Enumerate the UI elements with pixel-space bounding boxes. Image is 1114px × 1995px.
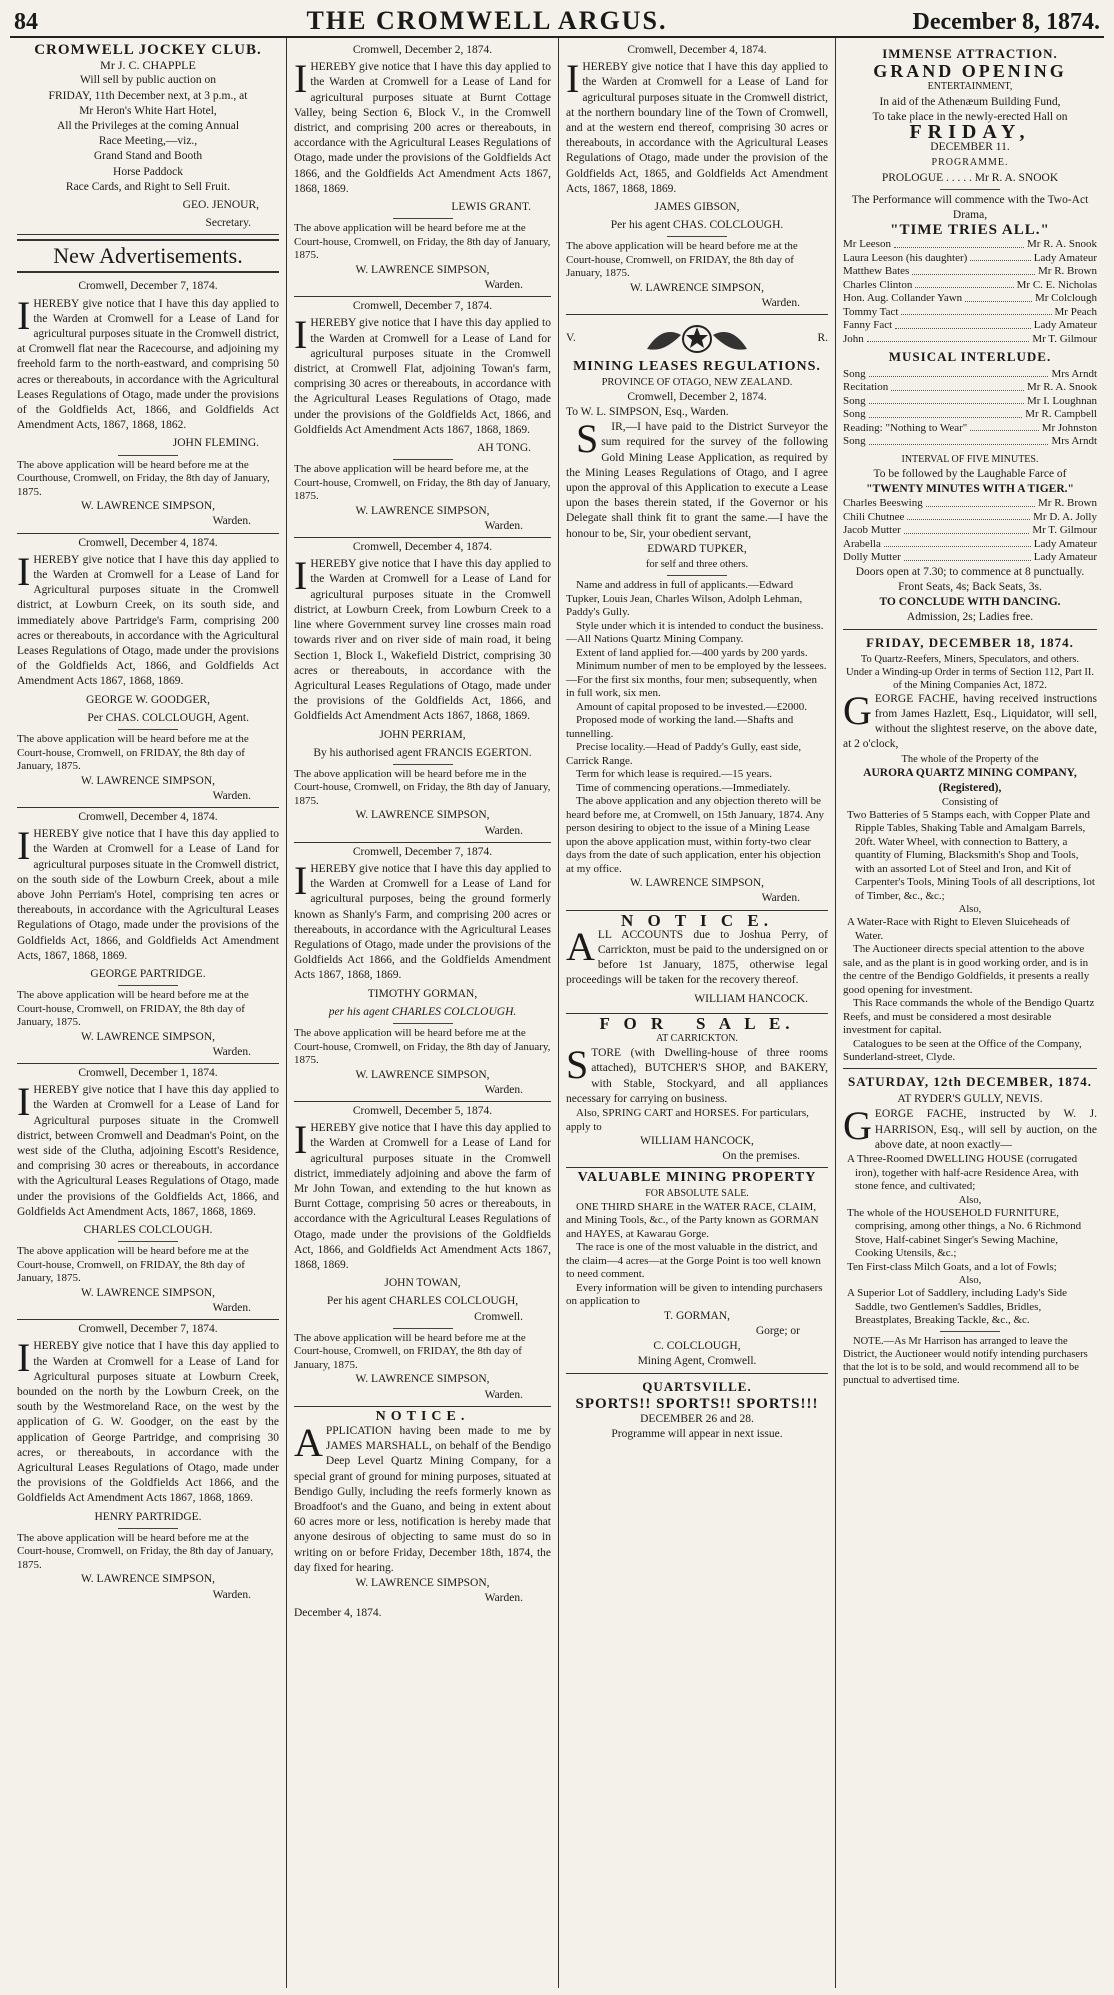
warden-title: Warden. [212,515,251,528]
applicant-signature: JAMES GIBSON, [654,201,740,214]
province-line: PROVINCE OF OTAGO, NEW ZEALAND. [601,376,793,388]
contact-place: Gorge; or [755,1325,800,1338]
admission-line: Admission, 2s; Ladies free. [906,611,1034,624]
notice-body: IHEREBY give notice that I have this day applied to the Warden at Cromwell for a Lease of Land for agricultural purposes situate at Burnt Cottage Valley, being Section 6, Block V., in the Cromwell district, and comprising 200 acres or thereabouts, in accordance with the Agricultural Leases Regulations of Otago, made under the provisions of the Goldfields Act 1866, and the Goldfields Act Amendment Acts 1867, 1868, 1869. [294,56,551,195]
accounts-notice [566,911,828,1014]
programme-row [843,333,1097,347]
for-sale-notice [566,1014,828,1169]
hearing-note: The above application will be heard before me at the Court-house, Cromwell, on FRIDAY, the 8th day of January, 1875. [17,989,249,1029]
lease-detail: Amount of capital proposed to be invested.—£2000. [576,700,807,713]
page-number: 84 [14,9,38,35]
music-list [843,368,1097,449]
divider [118,1241,178,1242]
nota-bene: NOTE.—As Mr Harrison has arranged to leave the District, the Auctioneer would notify intending purchasers that the lot is to be sold, and would recommend all to be punctual to advertised time. [843,1335,1088,1386]
event-date: DECEMBER 11. [930,141,1010,154]
warden-title: Warden. [212,1588,251,1601]
prologue-line: PROLOGUE . . . . . Mr R. A. SNOOK [881,171,1059,184]
entertainment-notice [843,41,1097,630]
lease-detail: Proposed mode of working the land.—Shafts and tunnelling. [566,714,794,740]
programme-performer: Mr R. A. Snook [1027,381,1097,394]
leader-dots [926,497,1035,507]
leader-dots [907,511,1030,521]
warden-name: W. LAWRENCE SIMPSON, [629,281,765,294]
warden-name: W. LAWRENCE SIMPSON, [80,1286,216,1299]
club-line: Race Meeting,—viz., [98,135,198,148]
hearing-note: The above application will be heard before me at the Court-house, Cromwell, on FRIDAY, the 8th day of January, 1875. [294,1331,526,1371]
agent-line: Per his agent CHAS. COLCLOUGH. [610,219,784,232]
addressee: To W. L. SIMPSON, Esq., Warden. [566,405,729,418]
notice-date: Cromwell, December 4, 1874. [627,44,767,56]
warden-name: W. LAWRENCE SIMPSON, [355,1576,490,1589]
lease-detail: Time of commencing operations.—Immediately. [576,781,791,794]
programme-row [843,306,1097,320]
leader-dots [901,306,1051,316]
programme-note: Programme will appear in next issue. [611,1428,783,1441]
notice-body: SIR,—I have paid to the District Surveyor the sum required for the survey of the following Gold Mining Lease Application, as required by the Mining Leases Regulations of Otago, and I agree upon the approval of this Application to execute a Lease upon the bases therein stated, if the Governor or his Delegate shall think fit to grant the same.—I have the honour to be, Sir, your obedient servant, [566,416,828,540]
contact-place: Mining Agent, Cromwell. [637,1355,757,1368]
notice-heading: IMMENSE ATTRACTION. [882,46,1058,61]
hearing-note: The above application will be heard before me at the Court-house, Cromwell, on FRIDAY, the 8th day of January, 1875. [17,1245,249,1285]
lease-notice [17,534,279,808]
lease-detail: Style under which it is intended to conduct the business.—All Nations Quartz Mining Company. [566,619,824,646]
notice-body: IHEREBY give notice that I have this day applied to the Warden at Cromwell for a Lease of Land for Agricultural purposes situate at Lowburn Creek, bounded on the north by the Lowburn Creek, on the south by the Westmoreland Race, on the west by the application of G. W. Goodger, on the east by the application of George Partridge, and comprising 30 acres, or thereabouts, in accordance with the Agricultural Leases Regulations of Otago, made under the provisions of the Goldfields Act 1866, and the Goldfields Act Amendment Acts 1867, 1868, 1869. [17,1335,279,1505]
leader-dots [891,381,1024,391]
programme-performer: Lady Amateur [1033,251,1097,264]
programme-performer: Mr T. Gilmour [1032,332,1097,345]
warden-name: W. LAWRENCE SIMPSON, [355,809,490,822]
club-line: Horse Paddock [113,165,183,178]
race-note: This Race commands the whole of the Bendigo Quartz Reefs, and must be considered a most desirable investment for capital. [843,997,1095,1037]
programme-row [843,368,1097,382]
leader-dots [970,252,1030,262]
programme-row [843,292,1097,306]
notice-signature: WILLIAM HANCOCK, [640,1135,754,1148]
also-line: Also, [958,1275,982,1286]
applicant-signature: HENRY PARTRIDGE. [94,1510,202,1523]
programme-row [843,408,1097,422]
club-line: FRIDAY, 11th December next, at 3 p.m., at [48,89,248,102]
club-line: Will sell by public auction on [80,74,216,87]
item-list: Two Batteries of 5 Stamps each, with Copper Plate and Ripple Tables, Shaking Table and Amalgam Barrels, 20ft. Water Wheel, with connection to Battery, a quantity of Fluming, Blacksmith's Shop and Tools, with an assorted Lot of Steel and Iron, and Kit of Carpenter's Tools, Mining Tools of all descriptions, lot of Timber, &c., &c.; [847,808,1095,902]
programme-performer: Mrs Arndt [1051,367,1097,380]
programme-row [843,381,1097,395]
programme-performer: Lady Amateur [1033,319,1097,332]
doors-line: Doors open at 7.30; to commence at 8 punctually. [855,565,1085,578]
club-line: All the Privileges at the coming Annual [56,120,240,133]
notice-body: IHEREBY give notice that I have this day applied to the Warden at Cromwell for a Lease of Land for agricultural purposes situate in the Cromwell district, at the northern boundary line of the Town of Cromwell, and at the western end thereof, comprising 30 acres or thereabouts, in accordance with the Agricultural Leases Regulations of Otago, made under the provision of the Goldfields Act, 1865, and Goldfields Act Amendment Acts, 1867, 1868, 1869. [566,56,828,195]
lease-detail: Minimum number of men to be employed by the lessees.—For the first six months, four men; subsequently, when in full work, six men. [566,660,827,700]
farce-cast-list [843,497,1097,565]
programme-role: John [843,332,864,345]
leader-dots [867,333,1030,343]
agent-line: per his agent CHARLES COLCLOUGH. [328,1005,517,1018]
lease-notice [294,538,551,843]
lease-notice [294,843,551,1102]
warden-name: W. LAWRENCE SIMPSON, [629,877,765,890]
property-line: The whole of the Property of the [901,753,1039,765]
company-name: AURORA QUARTZ MINING COMPANY, (Registered), [863,766,1077,794]
programme-performer: Lady Amateur [1033,551,1097,564]
programme-role: Arabella [843,537,881,550]
issue-date: December 8, 1874. [912,9,1100,35]
item-list: The whole of the HOUSEHOLD FURNITURE, comprising, among other things, a No. 6 Richmond Stove, Half-cabinet Singer's Sewing Machine, Cooking Utensils, &c.; [847,1206,1082,1259]
programme-row [843,538,1097,552]
item-list: A Three-Roomed DWELLING HOUSE (corrugated iron), together with half-acre Residence Area, with stone fence, and cultivated; [847,1153,1079,1192]
notice-signature: WILLIAM HANCOCK. [694,992,808,1005]
warden-name: W. LAWRENCE SIMPSON, [355,1373,490,1386]
programme-role: Chili Chutnee [843,510,905,523]
leader-dots [912,265,1035,275]
notice-date: Cromwell, December 4, 1874. [78,810,218,823]
agent-line: Per his agent CHARLES COLCLOUGH, [326,1295,519,1308]
applicant-signature: JOHN FLEMING. [172,437,259,450]
notice-body: ALL ACCOUNTS due to Joshua Perry, of Carrickton, must be paid to the undersigned on or before 1st January, 1875, otherwise legal proceedings will be taken for the recovery thereof. [566,923,828,987]
agent-line: By his authorised agent FRANCIS EGERTON. [313,746,532,759]
programme-role: Hon. Aug. Collander Yawn [843,292,963,305]
notice-heading: VALUABLE MINING PROPERTY [577,1170,817,1186]
divider [118,729,178,730]
warden-title: Warden. [484,519,523,532]
warden-title: Warden. [484,278,523,291]
hearing-note: The above application will be heard before me at the Courthouse, Cromwell, on Friday, the 8th day of January, 1875. [17,458,270,498]
consisting-line: Consisting of [941,796,999,808]
applicant-signature: JOHN TOWAN, [384,1277,461,1290]
leader-dots [965,292,1032,302]
programme-role: Recitation [843,381,889,394]
warden-name: W. LAWRENCE SIMPSON, [80,500,216,513]
notice-heading: NOTICE. [375,1408,470,1424]
notice-date: December 4, 1874. [294,1607,382,1620]
leader-dots [869,435,1049,445]
club-signature: GEO. JENOUR, [182,199,259,212]
club-title: CROMWELL JOCKEY CLUB. [34,42,262,58]
applicant-signature: TIMOTHY GORMAN, [367,987,478,1000]
programme-performer: Mr C. E. Nicholas [1016,278,1097,291]
notice-body: IHEREBY give notice that I have this day applied to the Warden at Cromwell for a Lease of Land for agricultural purposes, being the ground formerly known as Shanly's Farm, and comprising 200 acres or thereabouts, in accordance with the Agricultural Leases Regulations of Otago, made under the provisions of the Goldfields Act 1866, and the Goldfields Amendment Acts 1867, 1868, 1869. [294,858,551,982]
programme-row [843,252,1097,266]
notice-body: IHEREBY give notice that I have this day applied to the Warden at Cromwell for a Lease of Land for agricultural purposes situate in the Cromwell district, on the south side of the Lowburn Creek, about a mile above John Perriam's Hotel, comprising ten acres or thereabouts, in accordance with the Agricultural Leases Regulations of Otago, made under the provisions of the Goldfields Act, 1866, and Goldfields Act Amendment Acts, 1867, 1868, 1869. [17,823,279,962]
leader-dots [904,551,1031,561]
lease-notice [294,41,551,297]
leader-dots [894,238,1024,248]
notice-body: IHEREBY give notice that I have this day applied to the Warden at Cromwell for a Lease of Land for agricultural purposes situate in the Cromwell district, at Cromwell Flat, adjoining Towan's farm, comprising 30 acres or thereabouts, in accordance with the Agricultural Leases Regulations of Otago, made under the provisions of the Goldfields Act, 1866, and Goldfields Act Amendment Acts 1867, 1868, 1869. [294,312,551,436]
column-1 [10,38,287,1988]
notice-date: Cromwell, December 7, 1874. [352,300,493,313]
notice-date: Cromwell, December 4, 1874. [352,541,493,554]
divider [393,1328,453,1329]
divider [393,459,453,460]
leader-dots [904,524,1030,534]
programme-performer: Mr T. Gilmour [1032,524,1097,537]
programme-performer: Mr Peach [1054,305,1097,318]
warden-title: Warden. [212,1045,251,1058]
lease-notice [294,297,551,538]
notice-date: Cromwell, December 7, 1874. [78,280,218,293]
programme-row [843,238,1097,252]
warden-title: Warden. [484,1388,523,1401]
farce-title: "TWENTY MINUTES WITH A TIGER." [866,483,1074,496]
seats-line: Front Seats, 4s; Back Seats, 3s. [898,580,1042,593]
notice-body: Also, SPRING CART and HORSES. For particulars, apply to [566,1107,809,1133]
notice-date: Cromwell, December 7, 1874. [352,845,493,858]
notice-date: Cromwell, December 1, 1874. [78,1067,218,1080]
newspaper-title: THE CROMWELL ARGUS. [306,6,668,35]
notice-subheading: FOR ABSOLUTE SALE. [645,1187,749,1199]
notice-body: IHEREBY give notice that I have this day applied to the Warden at Cromwell for a Lease of Land for agricultural purposes situate in the Cromwell district, at Lowburn Creek, from Lowburn Creek to a line where Government survey line crosses main road towards river and on river side of main road, it being Section 1, Block I., Wakefield District, comprising 30 acres or thereabouts, in accordance with the Agricultural Leases Regulations of Otago, made under the provisions of the Goldfields Act, 1866, and Goldfields Act Amendment Acts 1867, 1868, 1869. [294,553,551,723]
warden-title: Warden. [484,824,523,837]
warden-name: W. LAWRENCE SIMPSON, [355,263,490,276]
hearing-note: The above application will be heard before me at the Court-house, Cromwell, on FRIDAY, the 8th day of January, 1875. [17,733,249,773]
notice-body: APPLICATION having been made to me by JAMES MARSHALL, on behalf of the Bendigo Deep Level Quartz Mining Company, for a special grant of ground for mining purposes, situated at Bendigo Gully, including the reefs formerly known as Broadfoot's and the Guano, and being in extent about 60 acres more or less, notification is hereby made that anyone desirous of objecting to same must do so in writing on or before Friday, December 18th, 1874, the day fixed for hearing. [294,1419,551,1574]
hearing-note: The above application will be heard before me at the Court-house, Cromwell, on Friday, the 8th day of January, 1875. [294,222,551,262]
notice-date: Cromwell, December 5, 1874. [352,1104,493,1117]
cast-list [843,238,1097,346]
sale-date: FRIDAY, DECEMBER 18, 1874. [866,634,1074,650]
applicant-signature: CHARLES COLCLOUGH. [83,1224,213,1237]
programme-role: Charles Clinton [843,278,913,291]
catalogue-note: Catalogues to be seen at the Office of the Company, Sunderland-street, Clyde. [843,1037,1082,1064]
dancing-line: TO CONCLUDE WITH DANCING. [879,596,1061,609]
programme-role: Song [843,435,866,448]
also-line: Also, [958,1194,982,1206]
item-list: Ten First-class Milch Goats, and a lot of Fowls; [847,1260,1057,1273]
performance-line: The Performance will commence with the Two-Act Drama, [851,193,1089,222]
notice-date: Cromwell, December 2, 1874. [627,390,767,403]
winding-up-line: Under a Winding-up Order in terms of Section 112, Part II. of the Mining Companies Act, 1872. [845,666,1095,691]
programme-role: Mr Leeson [843,238,891,251]
drama-title: "TIME TRIES ALL." [890,222,1050,239]
club-line: Grand Stand and Booth [93,150,203,163]
crest-letter-r: R. [817,331,828,344]
programme-role: Song [843,408,866,421]
divider [940,189,1000,190]
programme-role: Jacob Mutter [843,524,901,537]
programme-role: Charles Beeswing [843,497,923,510]
programme-row [843,265,1097,279]
aid-line: In aid of the Athenæum Building Fund, [879,95,1061,108]
notice-heading: QUARTSVILLE. [642,1378,752,1394]
auction-intro: GEORGE FACHE, instructed by W. J. HARRISON, Esq., will sell by auction, on the above date, at noon exactly— [843,1103,1097,1151]
programme-row [843,497,1097,511]
divider [393,218,453,219]
hearing-note: The above application will be heard before me in the Court-house, Cromwell, on Friday, the 8th day of January, 1875. [294,767,551,807]
applicant-signature: AH TONG. [477,441,531,454]
notice-date: Cromwell, December 2, 1874. [352,44,493,56]
notice-body: IHEREBY give notice that I have this day applied to the Warden at Cromwell for a Lease of Land for Agricultural purposes situate in the Cromwell district, between Cromwell and Deadman's Point, on the west side of the Clutha, adjoining Escott's Residence, and comprising 30 acres or thereabouts, in accordance with the Agricultural Leases Regulations of Otago, made under the provisions of the Goldfields Act, 1866, and Goldfields Act Amendment Acts, 1867, 1868, 1869. [17,1079,279,1218]
leader-dots [970,422,1038,432]
divider [940,1331,1000,1332]
divider [393,1023,453,1024]
hearing-note: The above application will be heard before me at the Court-house, Cromwell, on FRIDAY, the 8th day of January, 1875. [566,240,798,280]
divider [118,455,178,456]
lease-notice [294,1102,551,1407]
programme-role: Tommy Tact [843,305,899,318]
warden-title: Warden. [761,892,800,905]
auctioneer-note: The Auctioneer directs special attention to the above sale, and as the plant is in good working order, and is in the centre of the Bendigo Goldfields, it presents a really good opening for investment. [843,943,1090,996]
warden-name: W. LAWRENCE SIMPSON, [80,774,216,787]
notice-date: Cromwell, December 4, 1874. [78,536,218,549]
sports-dates: DECEMBER 26 and 28. [640,1413,754,1426]
event-day: FRIDAY, [909,121,1031,144]
notice-heading: MINING LEASES REGULATIONS. [573,359,821,375]
signature-note: for self and three others. [645,558,749,570]
applicant-signature: GEORGE W. GOODGER, [86,693,210,706]
programme-role: Dolly Mutter [843,551,901,564]
programme-performer: Mr Johnston [1041,421,1097,434]
special-grant-notice [294,1407,551,1625]
programme-row [843,319,1097,333]
applicant-signature: LEWIS GRANT. [451,201,531,214]
programme-role: Laura Leeson (his daughter) [843,251,968,264]
leader-dots [869,368,1049,378]
lease-detail: Term for which lease is required.—15 years. [576,768,772,781]
audience-line: To Quartz-Reefers, Miners, Speculators, and others. [860,653,1080,665]
warden-name: W. LAWRENCE SIMPSON, [355,504,490,517]
sale-date: SATURDAY, 12th DECEMBER, 1874. [847,1073,1093,1089]
programme-performer: Mr I. Loughnan [1027,394,1097,407]
warden-title: Warden. [212,789,251,802]
programme-role: Matthew Bates [843,265,910,278]
hearing-note: The above application will be heard before me at the Court-house, Cromwell, on Friday, the 8th day of January, 1875. [17,1531,274,1571]
warden-name: W. LAWRENCE SIMPSON, [355,1068,490,1081]
nevis-sale-notice [843,1069,1097,1390]
notice-body: STORE (with Dwelling-house of three rooms attached), BUTCHER'S SHOP, and BAKERY, with Stable, Stockyard, and all appliances necessary for carrying on business. [566,1042,828,1105]
notice-body: IHEREBY give notice that I have this day applied to the Warden at Cromwell for a Lease of Land for agricultural purposes situate in the Cromwell district, immediately adjoining and above the farm of Mr John Towan, and extending to the hut known as Burnt Cottage, comprising 50 acres or thereabouts, in accordance with the Agricultural Leases Regulations of Otago, made under the provisions of the Goldfields Act, 1866, and Goldfields Act Amendment Acts 1867, 1868, 1869. [294,1117,551,1271]
jockey-club-notice [17,41,279,235]
lease-detail: Precise locality.—Head of Paddy's Gully, east side, Carrick Range. [566,741,802,767]
divider [118,985,178,986]
club-line: Race Cards, and Right to Sell Fruit. [65,180,231,193]
warden-title: Warden. [484,1592,523,1605]
leader-dots [884,538,1031,548]
aurora-sale-notice [843,630,1097,1069]
entertainment-label: ENTERTAINMENT, [927,81,1013,93]
agent-place: Cromwell. [474,1310,523,1323]
warden-title: Warden. [212,1302,251,1314]
notice-body: IHEREBY give notice that I have this day applied to the Warden at Cromwell for a Lease of Land for agricultural purposes situate in the Cromwell district, at Cromwell flat near the Racecourse, and adjoining my freehold farm to the north-eastward, and comprising 50 acres or thereabouts, in accordance with the Agricultural Leases Regulations of Otago, made under the provisions of the Goldfields Act, 1866, and Goldfields Act Amendment Acts, 1867, 1868, 1862. [17,292,279,432]
programme-role: Song [843,394,866,407]
musical-heading: MUSICAL INTERLUDE. [888,349,1052,365]
grand-opening-heading: GRAND OPENING [873,61,1067,82]
warden-name: W. LAWRENCE SIMPSON, [80,1573,216,1586]
programme-row [843,422,1097,436]
notice-body: The race is one of the most valuable in the district, and the claim—4 acres—at the Gorge Point is too well known to need comment. [566,1241,821,1281]
hearing-note: The above application will be heard before me at the Court-house, Cromwell, on Friday, the 8th day of January, 1875. [294,1027,551,1067]
lease-notice [17,1320,279,1606]
sale-location: AT RYDER'S GULLY, NEVIS. [897,1093,1043,1106]
notice-body: Every information will be given to intending purchasers on application to [566,1281,823,1308]
programme-performer: Mr R. Brown [1038,265,1097,278]
warden-name: W. LAWRENCE SIMPSON, [80,1030,216,1043]
also-line: Also, [958,904,982,916]
lease-detail: The above application and any objection thereto will be heard before me, at Cromwell, on 15th January, 1874. Any person desiring to object to the issue of a Mining Lease upon the above application must, within forty-two clear days from the date of such application, enter his objection at my office. [566,795,825,875]
column-3 [559,38,836,1988]
programme-performer: Mr D. A. Jolly [1033,510,1097,523]
applicant-signature: GEORGE PARTRIDGE. [90,967,206,980]
hearing-note: The above application will be heard before me, at the Court-house, Cromwell, on Friday, the 8th day of January, 1875. [294,463,551,503]
contact-name: C. COLCLOUGH, [653,1340,741,1353]
programme-row [843,551,1097,565]
lease-detail: Extent of land applied for.—400 yards by 200 yards. [576,646,808,659]
quartsville-sports-notice [566,1374,828,1446]
mining-property-notice [566,1168,828,1373]
lease-notice [17,808,279,1064]
notice-body: ONE THIRD SHARE in the WATER RACE, CLAIM, and Mining Tools, &c., of the Party known as GORMAN and HAYES, at Kawarau Gorge. [566,1200,819,1240]
farce-intro: To be followed by the Laughable Farce of [873,467,1067,480]
applicant-signature: JOHN PERRIAM, [379,728,466,741]
notice-body: IHEREBY give notice that I have this day applied to the Warden at Cromwell for a Lease of Land for Agricultural purposes situate in the Cromwell district, at Lowburn Creek, on its south side, and immediately above Partridge's Farm, comprising 200 acres or thereabouts, in accordance with the Agricultural Leases Regulations of Otago, made under the provisions of the Goldfields Act, 1866, and Goldfields Act Amendment Acts 1867, 1868, 1869. [17,548,279,688]
club-role: Secretary. [205,217,251,230]
leader-dots [869,408,1023,418]
auction-intro: GEORGE FACHE, having received instructions from James Hazlett, Esq., Liquidator, will sell, without the slightest reserve, on the above date, at 2 o'clock, [843,687,1097,751]
programme-row [843,279,1097,293]
programme-role: Fanny Fact [843,319,893,332]
place-line: To take place in the newly-erected Hall on [872,110,1068,123]
item-list: A Water-Race with Right to Eleven Sluiceheads of Water. [847,916,1070,942]
signature-note: On the premises. [722,1150,800,1163]
lease-notice [566,41,828,315]
lease-notice [17,1064,279,1320]
agent-line: Per CHAS. COLCLOUGH, Agent. [87,711,249,724]
royal-crest-icon [637,321,757,355]
new-advertisements-heading: New Advertisements. [17,239,279,273]
lease-detail: Name and address in full of applicants.—Edward Tupker, Louis Jean, Charles Wilson, Adolph Lehman, Paddy's Gully. [566,579,803,619]
sports-heading: SPORTS!! SPORTS!! SPORTS!!! [575,1395,819,1412]
divider [393,764,453,765]
notice-date: Cromwell, December 7, 1874. [78,1323,218,1336]
mining-lease-notice [566,315,828,910]
warden-title: Warden. [761,297,800,310]
divider [667,236,727,237]
crest-letter-v: V. [566,331,576,344]
programme-row [843,511,1097,525]
programme-performer: Mr R. Campbell [1025,408,1097,421]
leader-dots [869,395,1024,405]
programme-label: PROGRAMME. [931,157,1009,169]
lease-notice [17,277,279,533]
column-4 [836,38,1104,1988]
programme-performer: Mr R. A. Snook [1027,238,1097,251]
item-list: A Superior Lot of Saddlery, including Lady's Side Saddle, two Gentlemen's Saddles, Bridles, Breastplates, Breaking Tackle, &c., &c. [847,1287,1068,1326]
programme-performer: Lady Amateur [1033,537,1097,550]
programme-role: Song [843,367,866,380]
leader-dots [915,279,1013,289]
programme-performer: Mr Colclough [1034,292,1097,305]
column-2 [287,38,559,1988]
leader-dots [895,319,1031,329]
programme-performer: Mr R. Brown [1038,497,1097,510]
programme-row [843,435,1097,449]
contact-name: T. GORMAN, [664,1309,730,1322]
divider [118,1528,178,1529]
notice-heading: N O T I C E. [621,910,773,930]
notice-heading: F O R S A L E. [599,1013,795,1033]
interval-line: INTERVAL OF FIVE MINUTES. [901,453,1039,465]
programme-row [843,395,1097,409]
notice-subheading: AT CARRICKTON. [656,1033,738,1045]
auctioneer: Mr J. C. CHAPPLE [100,58,196,73]
warden-title: Warden. [484,1083,523,1096]
divider [667,575,727,576]
masthead [10,6,1104,38]
programme-row [843,524,1097,538]
applicant-signature: EDWARD TUPKER, [647,542,747,555]
club-line: Mr Heron's White Hart Hotel, [79,104,217,117]
programme-performer: Mrs Arndt [1051,435,1097,448]
programme-role: Reading: "Nothing to Wear" [843,421,968,434]
